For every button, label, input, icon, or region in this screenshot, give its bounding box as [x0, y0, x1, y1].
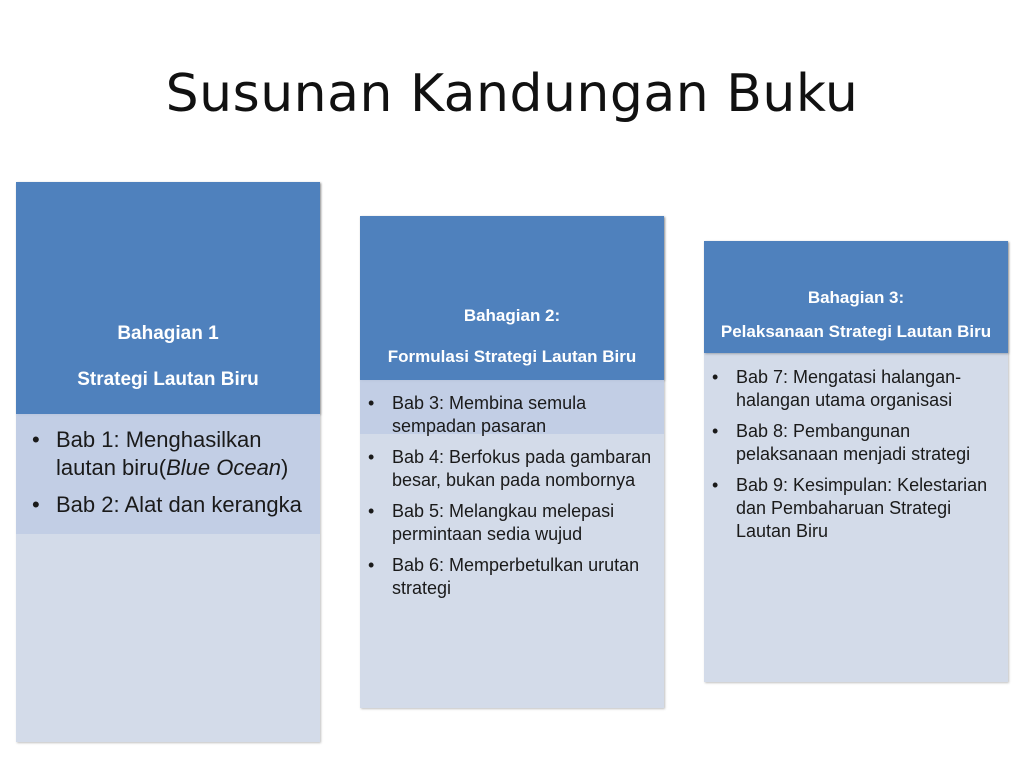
list-item-text: Bab 1: Menghasilkan lautan biru(Blue Ocean) [56, 427, 289, 480]
panel-heading-label: Bahagian 3: [807, 288, 905, 307]
bullet-icon: • [368, 447, 375, 467]
bullet-icon: • [368, 501, 375, 521]
slide-title: Susunan Kandungan Buku [165, 64, 859, 124]
list-item-text: Bab 7: Mengatasi halangan-halangan utama organisasi [736, 367, 962, 410]
list-item-text: Bab 9: Kesimpulan: Kelestarian dan Pembaharuan Strategi Lautan Biru [736, 475, 988, 541]
bullet-icon: • [712, 367, 719, 387]
list-item [368, 446, 658, 492]
bullet-icon: • [712, 421, 719, 441]
list-item [32, 491, 312, 519]
panel-heading [360, 216, 664, 380]
list-item-text: Bab 2: Alat dan kerangka [56, 492, 302, 517]
panel-heading-label: Bahagian 1 [117, 323, 219, 344]
panel-heading-label: Bahagian 2: [463, 306, 561, 325]
list-item-text: Bab 3: Membina semula sempadan pasaran [392, 393, 587, 436]
panel-heading [16, 182, 320, 414]
list-item [368, 392, 658, 438]
bullet-icon: • [32, 427, 40, 452]
list-item-text: Bab 6: Memperbetulkan urutan strategi [392, 555, 640, 598]
chapter-list [368, 392, 658, 608]
chapter-list [712, 366, 1002, 551]
list-item [32, 426, 312, 482]
list-item-text: Bab 4: Berfokus pada gambaran besar, bukan pada nombornya [392, 447, 652, 490]
panel-heading-subtitle: Pelaksanaan Strategi Lautan Biru [720, 322, 992, 341]
list-item [712, 474, 1002, 543]
bullet-icon: • [368, 393, 375, 413]
bullet-icon: • [368, 555, 375, 575]
list-item [368, 554, 658, 600]
panel-heading-subtitle: Strategi Lautan Biru [77, 369, 259, 390]
list-item [712, 420, 1002, 466]
list-item [368, 500, 658, 546]
chapter-list [32, 426, 312, 528]
list-item-text: Bab 8: Pembangunan pelaksanaan menjadi strategi [736, 421, 971, 464]
panel-heading-subtitle: Formulasi Strategi Lautan Biru [387, 347, 637, 366]
list-item [712, 366, 1002, 412]
panel-heading [704, 241, 1008, 353]
bullet-icon: • [712, 475, 719, 495]
list-item-text: Bab 5: Melangkau melepasi permintaan sedia wujud [392, 501, 615, 544]
bullet-icon: • [32, 492, 40, 517]
